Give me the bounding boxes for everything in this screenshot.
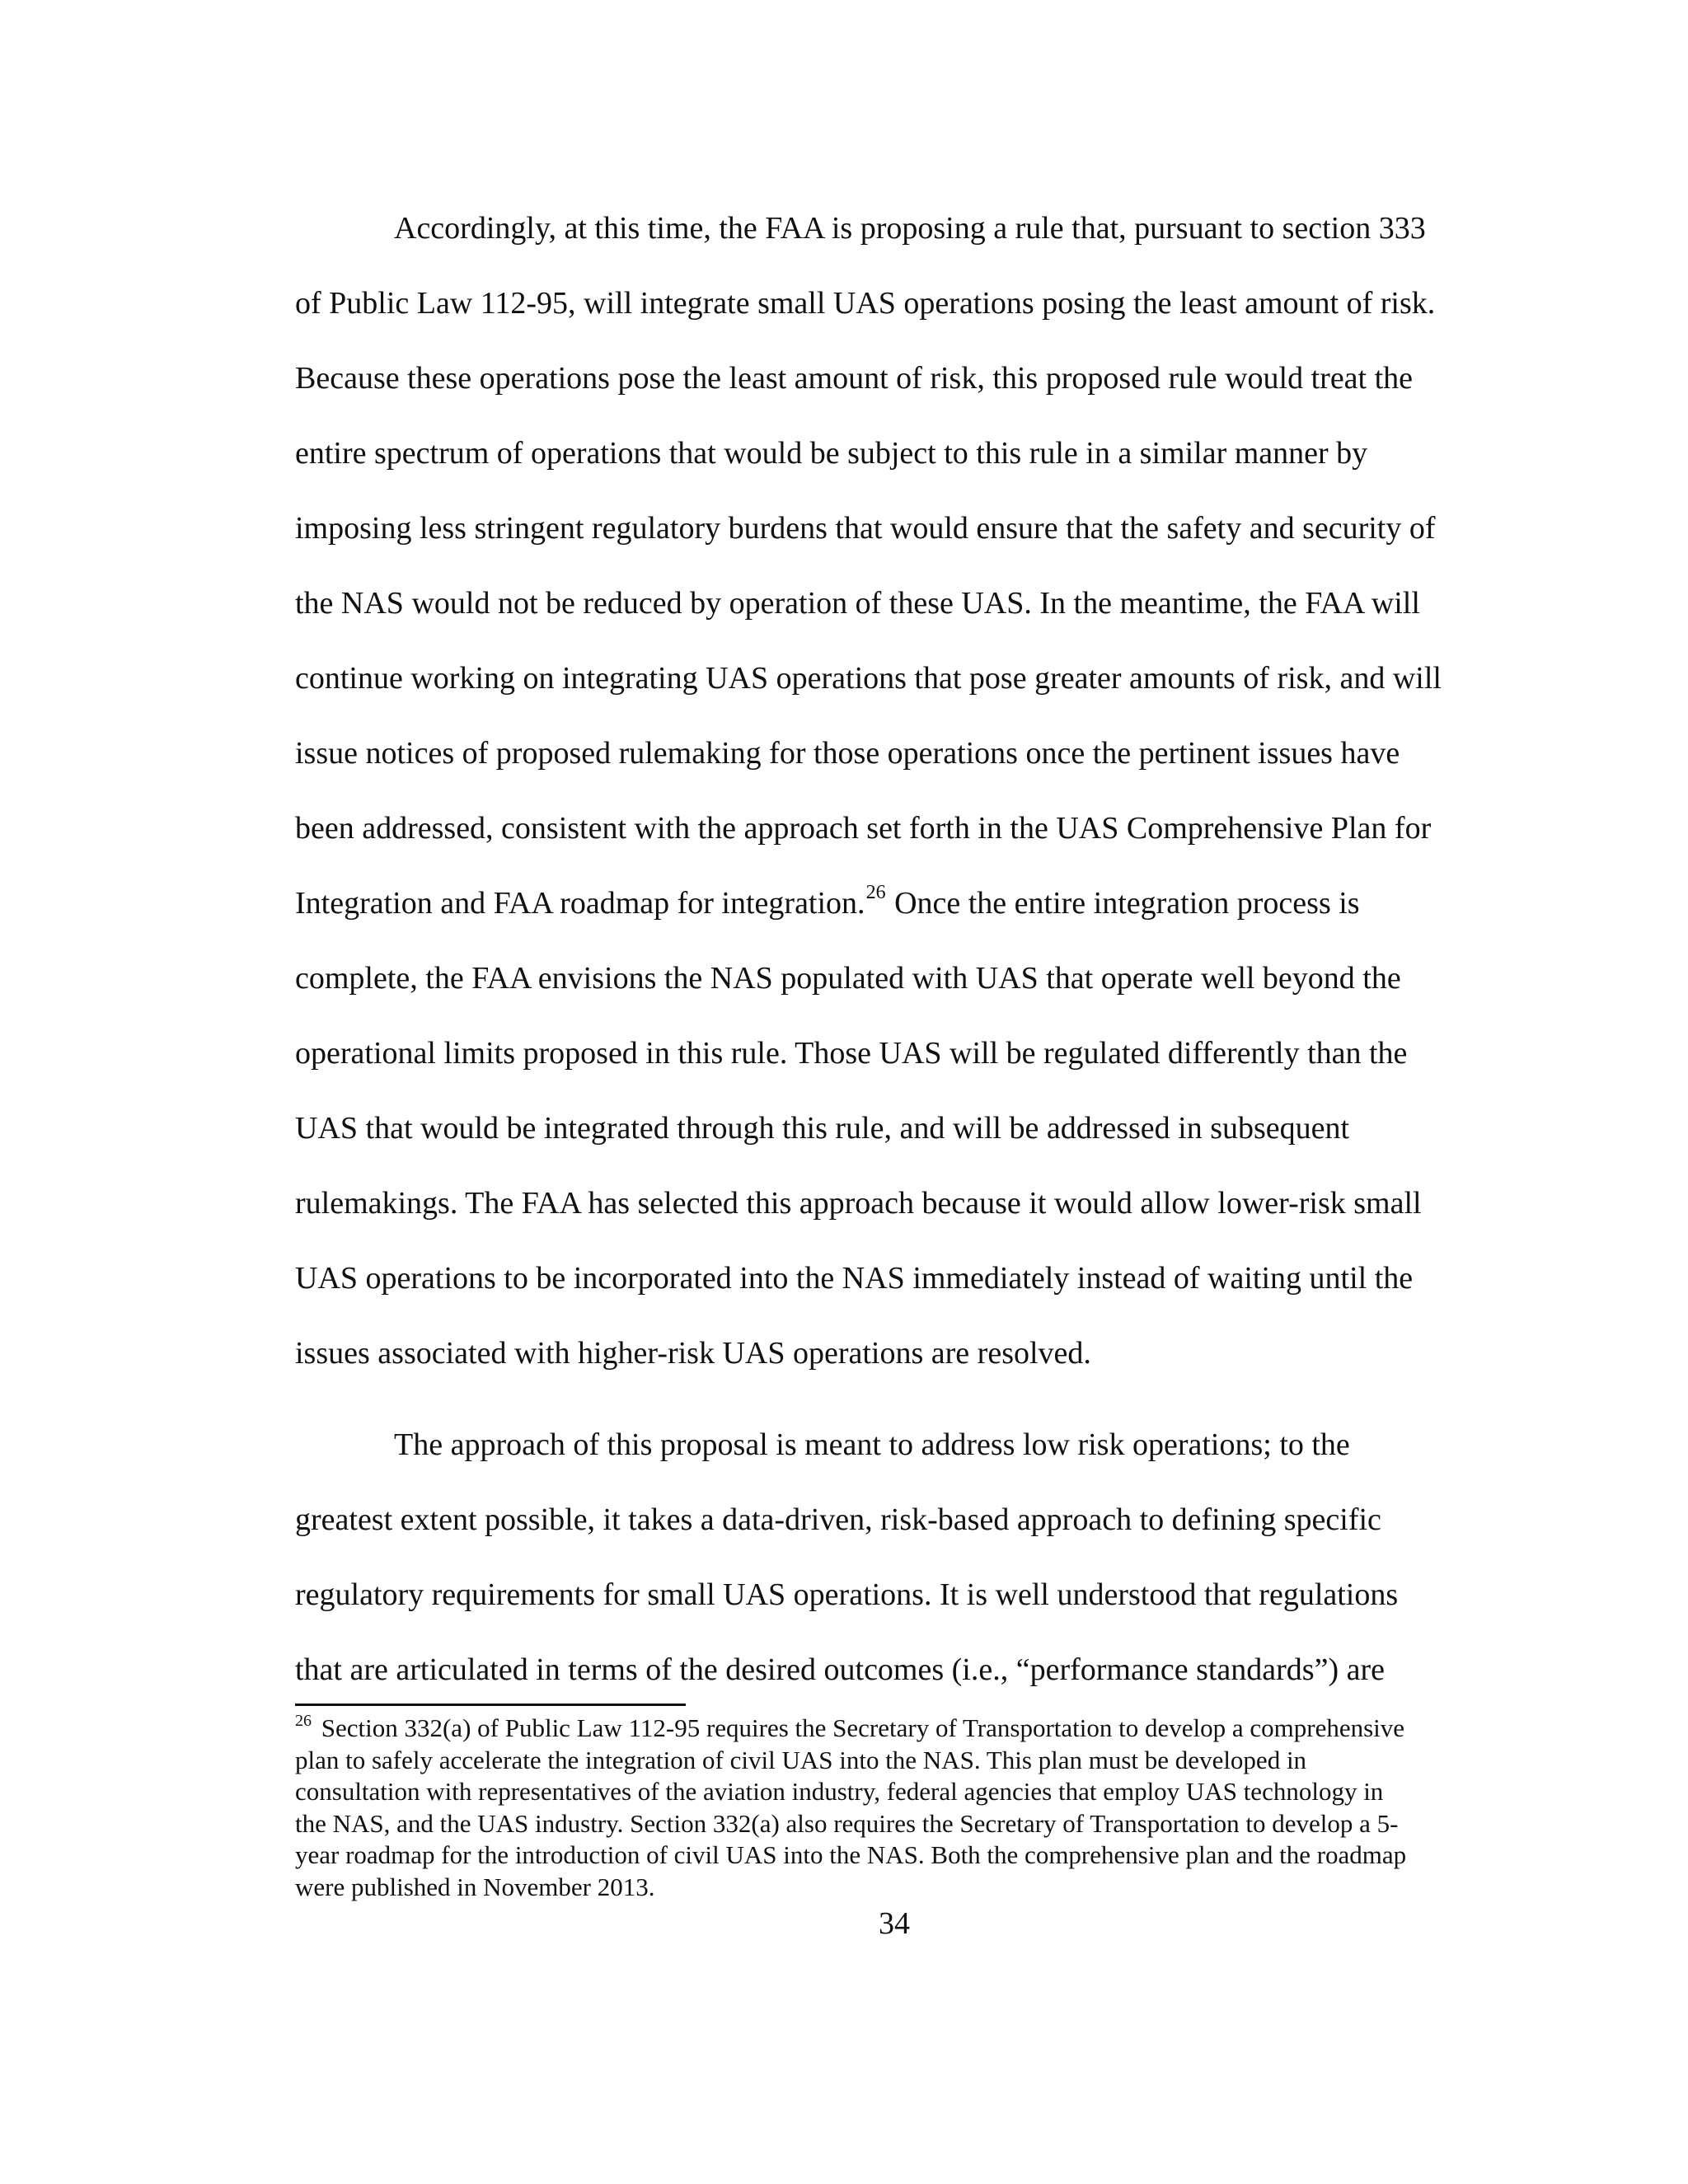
text-line: operational limits proposed in this rule. Those UAS will be regulated differently than the [295, 1036, 1408, 1071]
text-line: Because these operations pose the least amount of risk, this proposed rule would treat the [295, 361, 1414, 396]
text-line: greatest extent possible, it takes a data-driven, risk-based approach to defining specific [295, 1502, 1381, 1537]
text-line: UAS operations to be incorporated into the NAS immediately instead of waiting until the [295, 1261, 1414, 1296]
text-line: regulatory requirements for small UAS operations. It is well understood that regulations [295, 1577, 1399, 1612]
text-line: issues associated with higher-risk UAS operations are resolved. [295, 1336, 1091, 1371]
page-number: 34 [879, 1906, 910, 1941]
text-segment: Once the entire integration process is [886, 886, 1360, 921]
text-line: Accordingly, at this time, the FAA is proposing a rule that, pursuant to section 333 [394, 211, 1426, 246]
footnote-reference[interactable]: 26 [865, 882, 886, 904]
footnote-divider [295, 1704, 686, 1706]
text-line: rulemakings. The FAA has selected this approach because it would allow lower-risk small [295, 1186, 1422, 1221]
footnote-line: year roadmap for the introduction of civil UAS into the NAS. Both the comprehensive plan and the roadmap [295, 1840, 1407, 1869]
footnote-number: 26 [295, 1711, 312, 1730]
text-segment: Integration and FAA roadmap for integration. [295, 886, 865, 921]
text-line: issue notices of proposed rulemaking for those operations once the pertinent issues have [295, 736, 1400, 771]
paragraph-1 [295, 191, 1503, 1391]
footnote-line [295, 1713, 1515, 1745]
text-line: continue working on integrating UAS operations that pose greater amounts of risk, and will [295, 661, 1442, 696]
footnote-line: plan to safely accelerate the integration of civil UAS into the NAS. This plan must be developed in [295, 1745, 1307, 1774]
footnote-line: were published in November 2013. [295, 1872, 655, 1901]
text-line: complete, the FAA envisions the NAS populated with UAS that operate well beyond the [295, 961, 1401, 996]
text-line-with-footnote [295, 866, 1503, 941]
text-line: entire spectrum of operations that would be subject to this rule in a similar manner by [295, 436, 1368, 471]
text-line: that are articulated in terms of the desired outcomes (i.e., “performance standards”) are [295, 1652, 1386, 1687]
text-line: imposing less stringent regulatory burdens that would ensure that the safety and security of [295, 511, 1436, 546]
footnote-text: Section 332(a) of Public Law 112-95 requires the Secretary of Transportation to develop a comprehensive [315, 1713, 1405, 1742]
footnote-26 [295, 1713, 1515, 1903]
paragraph-2 [295, 1408, 1503, 1708]
footnote-line: the NAS, and the UAS industry. Section 332(a) also requires the Secretary of Transportation to develop a 5- [295, 1808, 1399, 1838]
body-text [295, 191, 1503, 1708]
text-line: UAS that would be integrated through this rule, and will be addressed in subsequent [295, 1111, 1350, 1146]
text-line: been addressed, consistent with the approach set forth in the UAS Comprehensive Plan for [295, 811, 1432, 846]
footnote-line: consultation with representatives of the aviation industry, federal agencies that employ UAS technology in [295, 1777, 1384, 1806]
text-line: the NAS would not be reduced by operation of these UAS. In the meantime, the FAA will [295, 586, 1420, 621]
text-line: The approach of this proposal is meant to address low risk operations; to the [394, 1427, 1350, 1462]
text-line: of Public Law 112-95, will integrate small UAS operations posing the least amount of risk. [295, 286, 1436, 321]
